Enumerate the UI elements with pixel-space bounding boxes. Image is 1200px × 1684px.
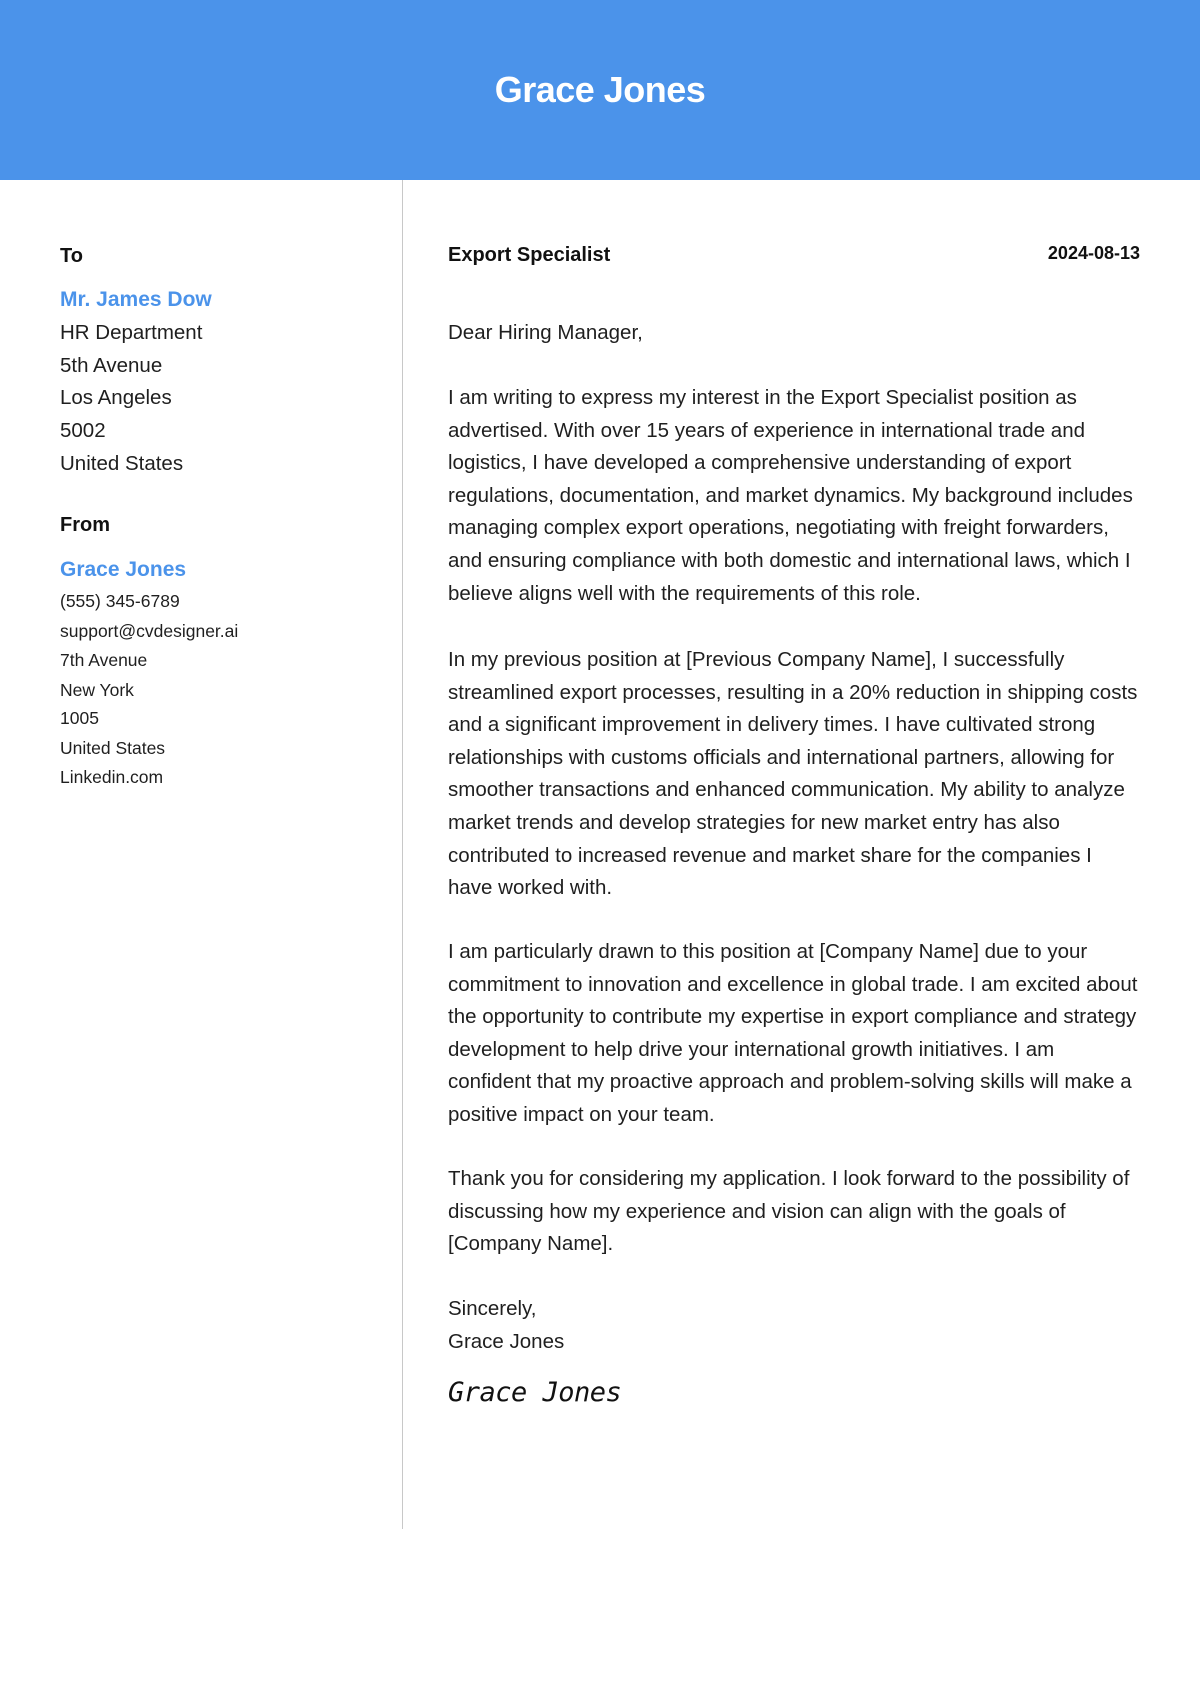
column-divider — [402, 180, 403, 1529]
sender-postal-code: 1005 — [60, 708, 99, 728]
paragraph: I am particularly drawn to this position at [Company Name] due to your commitment to innovation and excellence in global trade. I am excited about the opportunity to contribute my expertise in export compliance and strategy development to help drive your international growth initiatives. I am confident that my proactive approach and problem-solving skills will make a positive impact on your team. — [448, 940, 1138, 1126]
sender-name: Grace Jones — [60, 558, 187, 581]
paragraph: I am writing to express my interest in the Export Specialist position as advertised. With over 15 years of experience in international trade and logistics, I have developed a comprehensive understanding of export regulations, documentation, and market dynamics. My background includes managing complex export operations, negotiating with freight forwarders, and ensuring compliance with both domestic and international laws, which I believe aligns well with the requirements of this role. — [448, 386, 1133, 605]
sender-street: 7th Avenue — [60, 650, 148, 670]
sender-country: United States — [60, 738, 166, 758]
closing: Sincerely, — [448, 1297, 537, 1320]
to-label: To — [60, 245, 83, 267]
recipient-postal-code: 5002 — [60, 419, 106, 442]
recipient-country: United States — [60, 452, 184, 475]
paragraph: In my previous position at [Previous Company Name], I successfully streamlined export processes, resulting in a 20% reduction in shipping costs and a significant improvement in delivery times. I have cultivated strong relationships with customs officials and international partners, allowing for smoother transactions and enhanced communication. My ability to analyze market trends and develop strategies for new market entry has also contributed to increased revenue and market share for the companies I have worked with. — [448, 648, 1138, 900]
closing-name: Grace Jones — [448, 1330, 565, 1353]
from-label: From — [60, 514, 110, 536]
signature: Grace Jones — [448, 1377, 622, 1408]
sender-city: New York — [60, 680, 134, 700]
header-name: Grace Jones — [494, 69, 706, 110]
sender-phone: (555) 345-6789 — [60, 591, 180, 611]
recipient-city: Los Angeles — [60, 386, 172, 409]
paragraph: Thank you for considering my application. I look forward to the possibility of discussing how my experience and vision can align with the goals of [Company Name]. — [448, 1167, 1130, 1256]
recipient-name: Mr. James Dow — [60, 288, 212, 311]
sender-email[interactable]: support@cvdesigner.ai — [60, 621, 239, 641]
sender-linkedin-link[interactable]: Linkedin.com — [60, 767, 164, 787]
recipient-street: 5th Avenue — [60, 354, 163, 377]
greeting: Dear Hiring Manager, — [448, 321, 643, 344]
recipient-department: HR Department — [60, 321, 203, 344]
letter-date: 2024-08-13 — [1047, 243, 1140, 263]
header-banner — [0, 0, 1200, 180]
job-title: Export Specialist — [448, 244, 611, 266]
